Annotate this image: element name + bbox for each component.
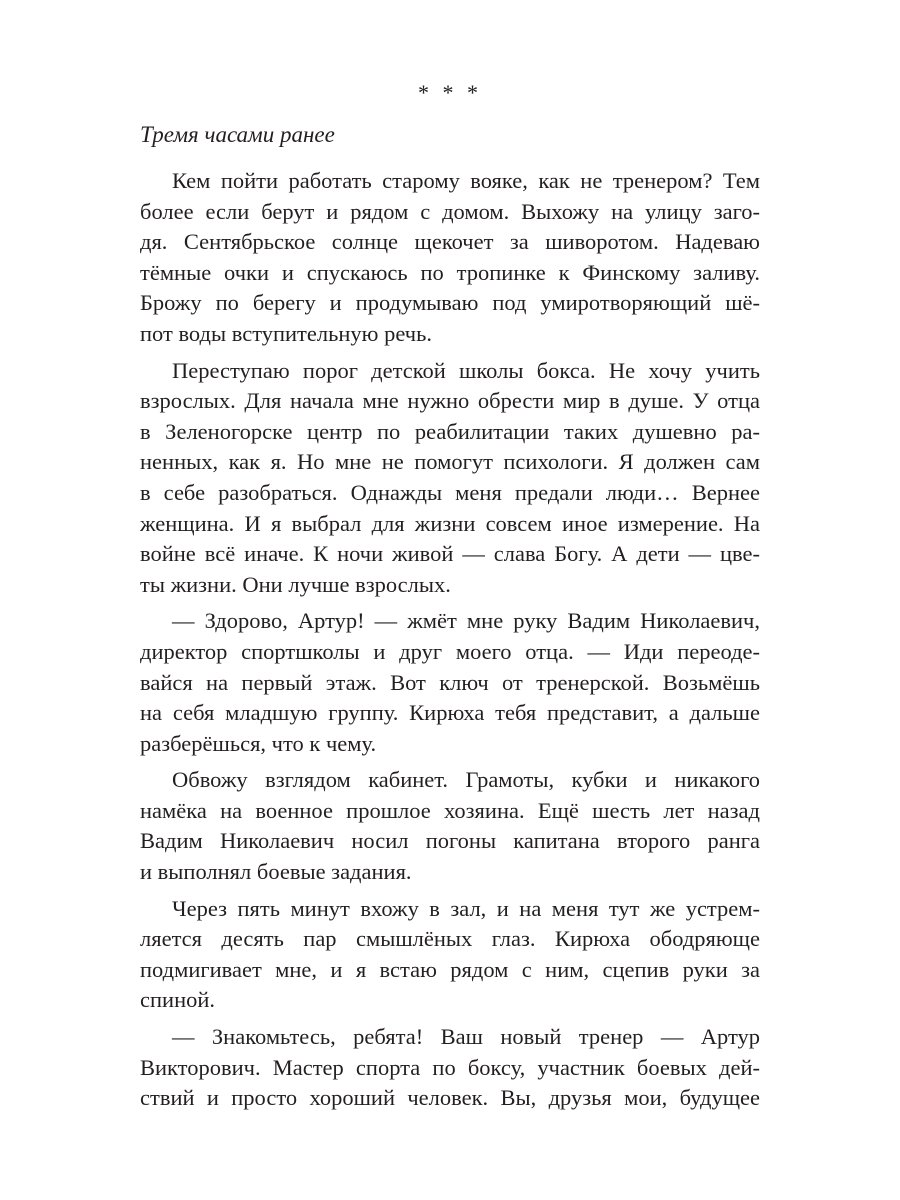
- text-line: — Здорово, Артур! — жмёт мне руку Вадим Николаевич,: [172, 608, 760, 634]
- text-line: Переступаю порог детской школы бокса. Не хочу учить: [172, 357, 760, 383]
- text-line: тёмные очки и спускаюсь по тропинке к Финскому заливу.: [140, 259, 760, 285]
- body-text: [140, 166, 760, 1114]
- text-line: и выполнял боевые задания.: [140, 859, 412, 885]
- text-line: более если берут и рядом с домом. Выхожу на улицу заго-: [140, 198, 760, 224]
- text-line: на себя младшую группу. Кирюха тебя представит, а дальше: [140, 700, 760, 726]
- text-line: директор спортшколы и друг моего отца. — Иди переоде-: [140, 638, 760, 664]
- text-line: Вадим Николаевич носил погоны капитана второго ранга: [140, 828, 760, 854]
- text-line: войне всё иначе. К ночи живой — слава Богу. А дети — цве-: [140, 541, 760, 567]
- text-line: подмигивает мне, и я встаю рядом с ним, сцепив руки за: [140, 956, 760, 982]
- text-line: пот воды вступительную речь.: [140, 320, 432, 346]
- text-line: — Знакомьтесь, ребята! Ваш новый тренер — Артур: [172, 1024, 760, 1050]
- text-line: взрослых. Для начала мне нужно обрести мир в душе. У отца: [140, 388, 760, 414]
- text-line: ляется десять пар смышлёных глаз. Кирюха ободряюще: [140, 926, 760, 952]
- text-line: Брожу по берегу и продумываю под умиротворяющий шё-: [140, 290, 760, 316]
- text-line: женщина. И я выбрал для жизни совсем иное измерение. На: [140, 510, 760, 536]
- text-line: в Зеленогорске центр по реабилитации таких душевно ра-: [140, 418, 760, 444]
- text-line: разберёшься, что к чему.: [140, 730, 377, 756]
- text-line: в себе разобраться. Однажды меня предали люди… Вернее: [140, 479, 760, 505]
- text-line: Через пять минут вхожу в зал, и на меня тут же устрем-: [172, 895, 760, 921]
- text-line: Обвожу взглядом кабинет. Грамоты, кубки и никакого: [172, 767, 760, 793]
- text-line: вайся на первый этаж. Вот ключ от тренерской. Возьмёшь: [140, 669, 760, 695]
- scene-heading: Тремя часами ранее: [140, 122, 335, 147]
- text-line: спиной.: [140, 987, 216, 1013]
- scene-separator: * * *: [418, 80, 482, 105]
- text-line: ненных, как я. Но мне не помогут психологи. Я должен сам: [140, 449, 760, 475]
- text-line: Кем пойти работать старому вояке, как не тренером? Тем: [172, 168, 760, 193]
- text-line: ты жизни. Они лучше взрослых.: [140, 571, 451, 597]
- book-page: [140, 0, 760, 1200]
- text-line: дя. Сентябрьское солнце щекочет за шиворотом. Надеваю: [140, 229, 760, 255]
- text-line: намёка на военное прошлое хозяина. Ещё шесть лет назад: [140, 797, 760, 823]
- text-line: Викторович. Мастер спорта по боксу, участник боевых дей-: [140, 1054, 760, 1080]
- text-line: ствий и просто хороший человек. Вы, друзья мои, будущее: [140, 1085, 760, 1111]
